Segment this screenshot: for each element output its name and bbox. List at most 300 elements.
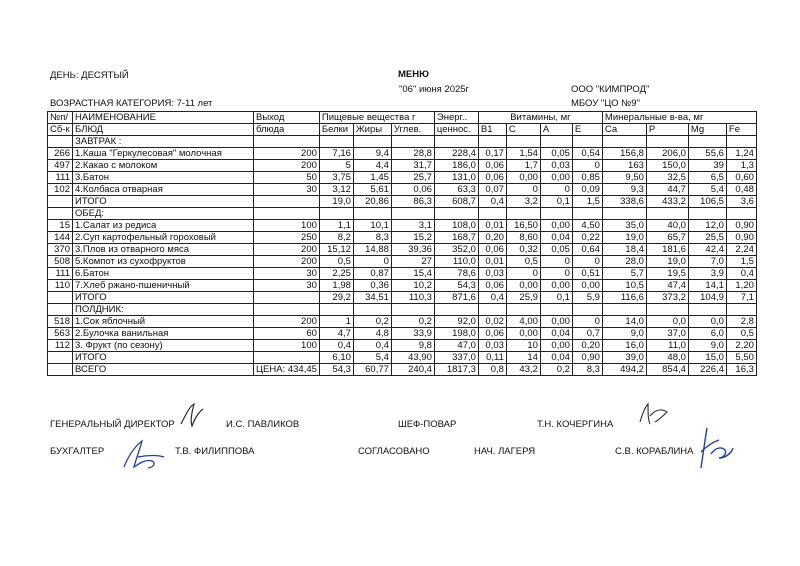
table-cell [572, 136, 602, 148]
table-cell [434, 136, 478, 148]
table-cell: 0,09 [572, 184, 602, 196]
table-cell: 5.Компот из сухофруктов [73, 256, 254, 268]
table-cell [646, 304, 688, 316]
table-cell: 0,00 [506, 172, 540, 184]
table-row [48, 220, 757, 232]
table-cell: 8,2 [319, 232, 353, 244]
table-cell: 106,5 [688, 196, 726, 208]
table-cell [540, 208, 572, 220]
table-cell: 168,7 [434, 232, 478, 244]
table-cell: 338,6 [602, 196, 646, 208]
table-cell [254, 136, 320, 148]
director-signature [178, 400, 206, 430]
table-row [48, 148, 757, 160]
table-cell [478, 136, 506, 148]
table-cell: 86,3 [391, 196, 434, 208]
table-cell: 25,9 [506, 292, 540, 304]
table-cell: 3,6 [726, 196, 756, 208]
director-title: ГЕНЕРАЛЬНЫЙ ДИРЕКТОР [50, 419, 175, 430]
table-cell: 563 [48, 328, 73, 340]
table-cell: 9,50 [602, 172, 646, 184]
table-cell: 28,0 [602, 256, 646, 268]
table-cell: 200 [254, 244, 320, 256]
table-cell: 3.Батон [73, 172, 254, 184]
table-cell: 14,1 [688, 280, 726, 292]
table-cell: 0,4 [353, 340, 391, 352]
table-cell: 1 [319, 316, 353, 328]
header-fat: Жиры [353, 124, 391, 136]
table-cell: 0,4 [726, 268, 756, 280]
table-cell: 7,16 [319, 148, 353, 160]
table-cell: 5,4 [353, 352, 391, 364]
table-cell: 0,1 [540, 292, 572, 304]
table-cell: 10,5 [602, 280, 646, 292]
table-cell: 15,12 [319, 244, 353, 256]
table-cell: 3,9 [688, 268, 726, 280]
table-cell: 20,86 [353, 196, 391, 208]
header-yield: Выход [254, 112, 320, 124]
table-cell: 25,7 [391, 172, 434, 184]
table-cell: 111 [48, 172, 73, 184]
table-cell: 2,8 [726, 316, 756, 328]
header-fe: Fe [726, 124, 756, 136]
header-name-2: БЛЮД [73, 124, 254, 136]
table-cell: 10,1 [353, 220, 391, 232]
table-row [48, 340, 757, 352]
table-cell: 508 [48, 256, 73, 268]
table-cell: 19,0 [319, 196, 353, 208]
table-cell: 228,4 [434, 148, 478, 160]
table-row [48, 244, 757, 256]
table-cell: 2,20 [726, 340, 756, 352]
table-cell: 65,7 [646, 232, 688, 244]
accountant-title: БУХГАЛТЕР [50, 446, 105, 457]
table-cell: 0 [353, 256, 391, 268]
table-cell: 0,00 [506, 328, 540, 340]
age-category: ВОЗРАСТНАЯ КАТЕГОРИЯ: 7-11 лет [50, 98, 213, 109]
table-cell: 112 [48, 340, 73, 352]
table-cell: 40,0 [646, 220, 688, 232]
table-cell: 494,2 [602, 364, 646, 376]
table-cell: 9,4 [353, 148, 391, 160]
table-cell: 25,5 [688, 232, 726, 244]
table-cell: 4,50 [572, 220, 602, 232]
table-cell: 1,24 [726, 148, 756, 160]
table-cell: 0,06 [478, 280, 506, 292]
table-cell: 0,07 [478, 184, 506, 196]
table-cell: 518 [48, 316, 73, 328]
table-cell: 0,5 [726, 328, 756, 340]
table-cell: 226,4 [688, 364, 726, 376]
table-cell: 0,06 [478, 172, 506, 184]
table-cell: 1,20 [726, 280, 756, 292]
header-ca: Са [602, 124, 646, 136]
table-cell: 9,0 [688, 340, 726, 352]
table-cell: 0,8 [478, 364, 506, 376]
table-cell: 0,00 [540, 316, 572, 328]
table-cell: ИТОГО [73, 292, 254, 304]
table-cell: ИТОГО [73, 196, 254, 208]
grand-total-row [48, 364, 757, 376]
table-cell: 200 [254, 256, 320, 268]
table-cell [391, 304, 434, 316]
table-cell: 1,5 [572, 196, 602, 208]
table-cell [319, 208, 353, 220]
table-header-row-2 [48, 124, 757, 136]
table-cell: 18,4 [602, 244, 646, 256]
table-cell [688, 136, 726, 148]
table-row [48, 256, 757, 268]
table-cell: 60,77 [353, 364, 391, 376]
chef-title: ШЕФ-ПОВАР [398, 419, 457, 430]
table-cell: 0 [540, 268, 572, 280]
table-cell: 0,2 [353, 316, 391, 328]
table-cell [353, 208, 391, 220]
table-cell: 27 [391, 256, 434, 268]
table-cell: 373,2 [646, 292, 688, 304]
table-cell [48, 136, 73, 148]
table-cell: 0,4 [478, 292, 506, 304]
table-cell [572, 208, 602, 220]
table-cell: 0 [572, 256, 602, 268]
chef-signature [637, 400, 671, 430]
table-cell: 0 [540, 256, 572, 268]
table-cell: 32,5 [646, 172, 688, 184]
agreed-label: СОГЛАСОВАНО [358, 446, 430, 457]
table-cell [602, 304, 646, 316]
table-cell: 3.Плов из отварного мяса [73, 244, 254, 256]
table-cell: 10 [506, 340, 540, 352]
table-cell: 5,4 [688, 184, 726, 196]
table-cell: 2.Суп картофельный гороховый [73, 232, 254, 244]
table-cell: 854,4 [646, 364, 688, 376]
table-cell [540, 136, 572, 148]
table-cell: 43,2 [506, 364, 540, 376]
table-cell [254, 304, 320, 316]
table-cell: 1.Салат из редиса [73, 220, 254, 232]
table-cell: 0 [506, 184, 540, 196]
table-cell [478, 208, 506, 220]
table-cell: 1.Сок яблочный [73, 316, 254, 328]
table-cell [478, 304, 506, 316]
table-cell [48, 208, 73, 220]
table-cell: 100 [254, 340, 320, 352]
table-cell: 102 [48, 184, 73, 196]
header-minerals: Минеральные в-ва, мг [602, 112, 756, 124]
table-cell: 0,7 [572, 328, 602, 340]
table-cell: 4,4 [353, 160, 391, 172]
table-cell: 43,90 [391, 352, 434, 364]
table-cell: 0,01 [478, 256, 506, 268]
header-mg: Mg [688, 124, 726, 136]
table-cell: 4.Колбаса отварная [73, 184, 254, 196]
table-cell: 0,90 [572, 352, 602, 364]
table-cell: 39 [688, 160, 726, 172]
table-cell: 0 [506, 268, 540, 280]
table-cell: 198,0 [434, 328, 478, 340]
table-cell [434, 208, 478, 220]
table-cell: 31,7 [391, 160, 434, 172]
table-cell [319, 136, 353, 148]
header-c: С [506, 124, 540, 136]
table-cell: 2,25 [319, 268, 353, 280]
table-cell [48, 304, 73, 316]
table-cell [353, 304, 391, 316]
table-cell [726, 208, 756, 220]
table-row [48, 316, 757, 328]
section-total-row [48, 196, 757, 208]
table-cell: 8,60 [506, 232, 540, 244]
section-title-row [48, 304, 757, 316]
table-cell: 15,0 [688, 352, 726, 364]
table-cell: 0,87 [353, 268, 391, 280]
chef-name: Т.Н. КОЧЕРГИНА [537, 419, 614, 430]
table-cell: 111 [48, 268, 73, 280]
table-cell: 2,24 [726, 244, 756, 256]
table-cell: 0,05 [540, 244, 572, 256]
table-cell: 0,48 [726, 184, 756, 196]
table-cell [688, 304, 726, 316]
table-cell [391, 208, 434, 220]
table-cell [540, 304, 572, 316]
table-cell: 2.Какао с молоком [73, 160, 254, 172]
table-cell: 0,5 [506, 256, 540, 268]
table-header-row-1 [48, 112, 757, 124]
header-num: №п/ [48, 112, 73, 124]
table-cell: 0,02 [478, 316, 506, 328]
table-row [48, 160, 757, 172]
table-cell [48, 196, 73, 208]
table-cell: 0 [540, 184, 572, 196]
table-cell: 0,20 [572, 340, 602, 352]
header-yield-2: блюда [254, 124, 320, 136]
table-cell: 0,00 [506, 280, 540, 292]
table-cell: 54,3 [319, 364, 353, 376]
table-cell: 28,8 [391, 148, 434, 160]
table-cell: 0,90 [726, 232, 756, 244]
table-cell: 150,0 [646, 160, 688, 172]
table-cell: 12,0 [688, 220, 726, 232]
table-cell: 37,0 [646, 328, 688, 340]
table-cell: 2.Булочка ванильная [73, 328, 254, 340]
table-row [48, 172, 757, 184]
table-cell: 55,6 [688, 148, 726, 160]
table-cell: 0,11 [478, 352, 506, 364]
table-cell: ВСЕГО [73, 364, 254, 376]
table-cell: 14,88 [353, 244, 391, 256]
table-cell: 33,9 [391, 328, 434, 340]
header-carbs: Углев. [391, 124, 434, 136]
table-cell: 44,7 [646, 184, 688, 196]
table-cell: 42,4 [688, 244, 726, 256]
table-cell: 4,00 [506, 316, 540, 328]
table-cell: 16,50 [506, 220, 540, 232]
table-cell: 1817,3 [434, 364, 478, 376]
table-cell: 0,00 [540, 172, 572, 184]
table-cell: 92,0 [434, 316, 478, 328]
table-cell: 54,3 [434, 280, 478, 292]
table-cell: 0,2 [391, 316, 434, 328]
table-cell: 0,64 [572, 244, 602, 256]
table-cell: 48,0 [646, 352, 688, 364]
table-cell: 4,7 [319, 328, 353, 340]
table-cell: 370 [48, 244, 73, 256]
day-label: ДЕНЬ: ДЕСЯТЫЙ [50, 70, 129, 81]
table-cell: 110,0 [434, 256, 478, 268]
header-a: А [540, 124, 572, 136]
table-cell: 9,8 [391, 340, 434, 352]
table-cell [254, 292, 320, 304]
header-vitamins: Витамины, мг [478, 112, 602, 124]
header-e: Е [572, 124, 602, 136]
table-cell: 206,0 [646, 148, 688, 160]
table-cell: 0,0 [646, 316, 688, 328]
table-cell: 7,0 [688, 256, 726, 268]
table-cell [602, 208, 646, 220]
table-cell: ЦЕНА: 434,45 [254, 364, 320, 376]
table-cell: 5 [319, 160, 353, 172]
table-cell: 47,0 [434, 340, 478, 352]
table-cell [434, 304, 478, 316]
section-title: ОБЕД: [73, 208, 254, 220]
table-cell [353, 136, 391, 148]
table-cell: 5,61 [353, 184, 391, 196]
menu-table [47, 111, 757, 376]
table-cell: 0,00 [540, 280, 572, 292]
table-cell: 0 [572, 316, 602, 328]
table-cell: 60 [254, 328, 320, 340]
table-cell [391, 136, 434, 148]
table-cell: 0,06 [478, 160, 506, 172]
table-cell: 63,3 [434, 184, 478, 196]
table-cell: 3,2 [506, 196, 540, 208]
table-cell: 156,8 [602, 148, 646, 160]
table-cell [48, 292, 73, 304]
table-cell: 0,4 [478, 196, 506, 208]
company-name: ООО "КИМПРОД" [571, 84, 650, 95]
table-cell: 186,0 [434, 160, 478, 172]
table-cell: 5,9 [572, 292, 602, 304]
table-cell: 100 [254, 220, 320, 232]
table-cell: 0,54 [572, 148, 602, 160]
table-cell [688, 208, 726, 220]
table-cell: 240,4 [391, 364, 434, 376]
table-cell: 0,00 [572, 280, 602, 292]
table-cell: 0,00 [540, 220, 572, 232]
table-cell: 266 [48, 148, 73, 160]
table-cell [254, 208, 320, 220]
table-cell: 29,2 [319, 292, 353, 304]
table-cell: 110,3 [391, 292, 434, 304]
table-cell: 104,9 [688, 292, 726, 304]
table-cell: 5,50 [726, 352, 756, 364]
table-cell: 35,0 [602, 220, 646, 232]
section-title-row [48, 136, 757, 148]
table-cell: 0,2 [540, 364, 572, 376]
section-title-row [48, 208, 757, 220]
table-cell: 608,7 [434, 196, 478, 208]
table-cell: 0,03 [478, 268, 506, 280]
school-name: МБОУ "ЦО №9" [571, 98, 640, 109]
table-cell: 0,51 [572, 268, 602, 280]
table-cell [602, 136, 646, 148]
table-cell: 0,06 [391, 184, 434, 196]
table-cell: 0,1 [540, 196, 572, 208]
table-cell: 47,4 [646, 280, 688, 292]
table-cell: 0,04 [540, 352, 572, 364]
table-cell [646, 136, 688, 148]
table-cell: 0,32 [506, 244, 540, 256]
camp-head-title: НАЧ. ЛАГЕРЯ [474, 446, 536, 457]
table-cell: 1,5 [726, 256, 756, 268]
table-cell: 14 [506, 352, 540, 364]
table-cell: 871,6 [434, 292, 478, 304]
table-cell: 19,0 [602, 232, 646, 244]
table-cell: 0,20 [478, 232, 506, 244]
table-cell: 1,1 [319, 220, 353, 232]
table-cell: 131,0 [434, 172, 478, 184]
table-cell: 200 [254, 160, 320, 172]
table-cell: 39,0 [602, 352, 646, 364]
table-cell: 0,05 [540, 148, 572, 160]
table-cell: 6,5 [688, 172, 726, 184]
header-p: Р [646, 124, 688, 136]
table-cell [254, 196, 320, 208]
camp-head-signature [693, 424, 737, 472]
table-cell: ИТОГО [73, 352, 254, 364]
table-cell: 3,12 [319, 184, 353, 196]
table-cell: 181,6 [646, 244, 688, 256]
table-cell: 0,85 [572, 172, 602, 184]
table-cell: 78,6 [434, 268, 478, 280]
table-cell: 250 [254, 232, 320, 244]
table-cell: 9,0 [602, 328, 646, 340]
table-cell: 30 [254, 184, 320, 196]
table-cell: 50 [254, 172, 320, 184]
header-nutrients: Пищевые вещества г [319, 112, 434, 124]
table-row [48, 328, 757, 340]
table-cell: 10,2 [391, 280, 434, 292]
table-cell: 0,00 [540, 340, 572, 352]
table-cell: 11,0 [646, 340, 688, 352]
table-cell: 433,2 [646, 196, 688, 208]
header-energy: Энерг.. [434, 112, 478, 124]
table-cell: 116,6 [602, 292, 646, 304]
table-cell: 7.Хлеб ржано-пшеничный [73, 280, 254, 292]
table-cell: 0,5 [319, 256, 353, 268]
table-cell [254, 352, 320, 364]
section-title: ЗАВТРАК : [73, 136, 254, 148]
header-num-2: Сб-к [48, 124, 73, 136]
table-row [48, 280, 757, 292]
table-row [48, 232, 757, 244]
section-total-row [48, 352, 757, 364]
table-cell: 497 [48, 160, 73, 172]
section-title: ПОЛДНИК: [73, 304, 254, 316]
table-cell [506, 304, 540, 316]
table-cell: 0,17 [478, 148, 506, 160]
table-cell: 110 [48, 280, 73, 292]
accountant-signature [118, 437, 168, 473]
table-cell [726, 136, 756, 148]
table-cell: 30 [254, 280, 320, 292]
table-cell: 1,98 [319, 280, 353, 292]
menu-title: МЕНЮ [398, 69, 429, 80]
header-b1: В1 [478, 124, 506, 136]
table-cell: 200 [254, 148, 320, 160]
table-cell: 0,22 [572, 232, 602, 244]
table-cell [48, 364, 73, 376]
